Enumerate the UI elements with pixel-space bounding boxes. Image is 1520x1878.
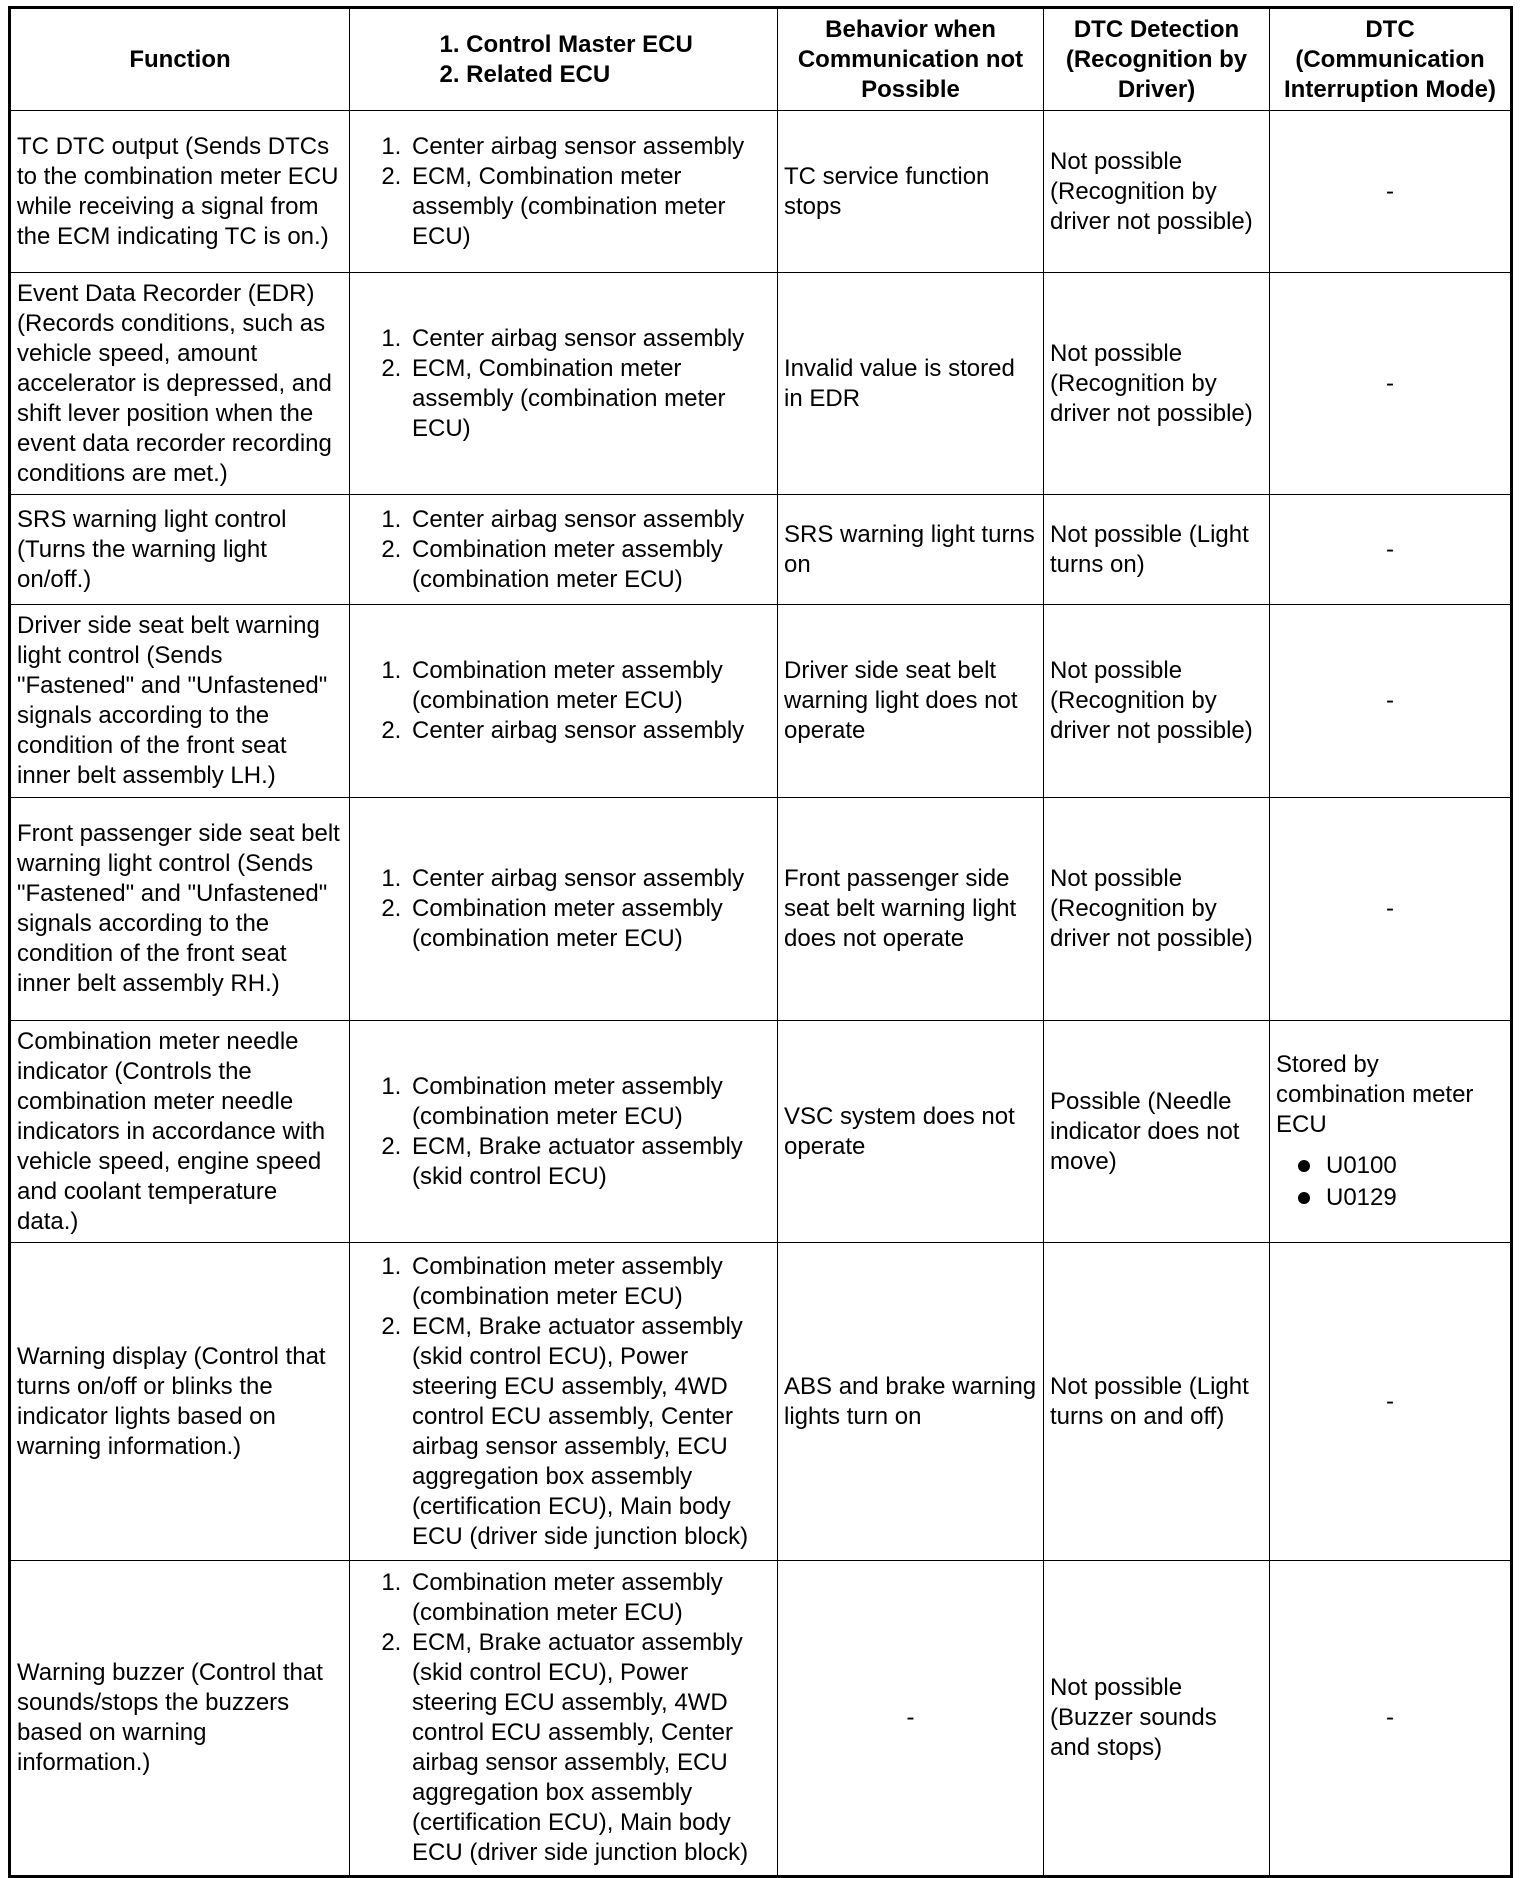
header-ecu-list	[434, 30, 693, 90]
table-row	[10, 605, 1512, 798]
detection-cell: Not possible (Recognition by driver not possible)	[1044, 605, 1270, 798]
ecu-cell	[350, 798, 778, 1021]
related-ecu: 2. ECM, Brake actuator assembly (skid control ECU), Power steering ECU assembly, 4WD control ECU assembly, Center airbag sensor assembly, ECU aggregation box assembly (certification ECU), Main body ECU (driver side junction block)	[408, 1312, 771, 1552]
ecu-list	[356, 656, 771, 746]
behavior-cell: -	[778, 1561, 1044, 1877]
control-master-ecu: 1. Combination meter assembly (combination meter ECU)	[408, 656, 771, 716]
related-ecu: 2. Combination meter assembly (combination meter ECU)	[408, 535, 771, 595]
dtc-cell: -	[1270, 798, 1512, 1021]
dtc-cell: -	[1270, 273, 1512, 495]
detection-cell: Possible (Needle indicator does not move)	[1044, 1021, 1270, 1243]
control-master-ecu: 1. Center airbag sensor assembly	[408, 864, 771, 894]
table-row	[10, 798, 1512, 1021]
table-row	[10, 1561, 1512, 1877]
bullet-icon	[1298, 1192, 1310, 1204]
table-row	[10, 111, 1512, 273]
ecu-list	[356, 505, 771, 595]
table-row	[10, 273, 1512, 495]
function-cell: SRS warning light control (Turns the warning light on/off.)	[10, 495, 350, 605]
dtc-cell: -	[1270, 495, 1512, 605]
control-master-ecu: 1. Combination meter assembly (combination meter ECU)	[408, 1568, 771, 1628]
detection-cell: Not possible (Recognition by driver not possible)	[1044, 798, 1270, 1021]
function-cell: Front passenger side seat belt warning light control (Sends "Fastened" and "Unfastened" signals according to the condition of the front seat inner belt assembly RH.)	[10, 798, 350, 1021]
table-row	[10, 1021, 1512, 1243]
detection-cell: Not possible (Buzzer sounds and stops)	[1044, 1561, 1270, 1877]
behavior-cell: SRS warning light turns on	[778, 495, 1044, 605]
ecu-cell	[350, 495, 778, 605]
detection-cell: Not possible (Recognition by driver not possible)	[1044, 111, 1270, 273]
detection-cell: Not possible (Recognition by driver not possible)	[1044, 273, 1270, 495]
ecu-list	[356, 864, 771, 954]
header-row	[10, 8, 1512, 111]
ecu-cell	[350, 1021, 778, 1243]
ecu-list	[356, 1252, 771, 1552]
function-cell: Warning display (Control that turns on/off or blinks the indicator lights based on warning information.)	[10, 1243, 350, 1561]
behavior-cell: Front passenger side seat belt warning light does not operate	[778, 798, 1044, 1021]
control-master-ecu: 1. Center airbag sensor assembly	[408, 324, 771, 354]
control-master-ecu: 1. Combination meter assembly (combination meter ECU)	[408, 1252, 771, 1312]
function-cell: Event Data Recorder (EDR) (Records conditions, such as vehicle speed, amount accelerator is depressed, and shift lever position when the event data recorder recording conditions are met.)	[10, 273, 350, 495]
dtc-code: U0129	[1326, 1183, 1397, 1211]
ecu-cell	[350, 273, 778, 495]
ecu-cell	[350, 605, 778, 798]
related-ecu: 2. ECM, Brake actuator assembly (skid control ECU), Power steering ECU assembly, 4WD control ECU assembly, Center airbag sensor assembly, ECU aggregation box assembly (certification ECU), Main body ECU (driver side junction block)	[408, 1628, 771, 1868]
related-ecu: 2. ECM, Combination meter assembly (combination meter ECU)	[408, 354, 771, 444]
ecu-list	[356, 1072, 771, 1192]
function-cell: TC DTC output (Sends DTCs to the combination meter ECU while receiving a signal from the ECM indicating TC is on.)	[10, 111, 350, 273]
header-ecu	[350, 8, 778, 111]
header-detection: DTC Detection (Recognition by Driver)	[1044, 8, 1270, 111]
ecu-list	[356, 324, 771, 444]
related-ecu: 2. Center airbag sensor assembly	[408, 716, 771, 746]
dtc-communication-table	[8, 6, 1513, 1878]
detection-cell: Not possible (Light turns on)	[1044, 495, 1270, 605]
function-cell: Driver side seat belt warning light control (Sends "Fastened" and "Unfastened" signals according to the condition of the front seat inner belt assembly LH.)	[10, 605, 350, 798]
behavior-cell: VSC system does not operate	[778, 1021, 1044, 1243]
ecu-cell	[350, 1561, 778, 1877]
behavior-cell: Driver side seat belt warning light does not operate	[778, 605, 1044, 798]
dtc-code-list	[1276, 1150, 1504, 1214]
dtc-cell: -	[1270, 605, 1512, 798]
control-master-ecu: 1. Center airbag sensor assembly	[408, 132, 771, 162]
dtc-cell: -	[1270, 1561, 1512, 1877]
header-function: Function	[10, 8, 350, 111]
detection-cell: Not possible (Light turns on and off)	[1044, 1243, 1270, 1561]
behavior-cell: Invalid value is stored in EDR	[778, 273, 1044, 495]
dtc-cell: -	[1270, 111, 1512, 273]
ecu-cell	[350, 111, 778, 273]
related-ecu: 2. ECM, Combination meter assembly (combination meter ECU)	[408, 162, 771, 252]
ecu-list	[356, 132, 771, 252]
header-behavior: Behavior when Communication not Possible	[778, 8, 1044, 111]
header-dtc: DTC (Communication Interruption Mode)	[1270, 8, 1512, 111]
dtc-cell	[1270, 1021, 1512, 1243]
related-ecu: 2. Combination meter assembly (combination meter ECU)	[408, 894, 771, 954]
ecu-cell	[350, 1243, 778, 1561]
function-cell: Warning buzzer (Control that sounds/stops the buzzers based on warning information.)	[10, 1561, 350, 1877]
table-row	[10, 495, 1512, 605]
dtc-stored-note: Stored by combination meter ECU	[1276, 1050, 1474, 1138]
header-ecu-1: 1. Control Master ECU	[466, 30, 693, 60]
related-ecu: 2. ECM, Brake actuator assembly (skid control ECU)	[408, 1132, 771, 1192]
bullet-icon	[1298, 1160, 1310, 1172]
dtc-code-item	[1298, 1150, 1504, 1182]
control-master-ecu: 1. Center airbag sensor assembly	[408, 505, 771, 535]
dtc-code: U0100	[1326, 1151, 1397, 1179]
function-cell: Combination meter needle indicator (Controls the combination meter needle indicators in accordance with vehicle speed, engine speed and coolant temperature data.)	[10, 1021, 350, 1243]
dtc-cell: -	[1270, 1243, 1512, 1561]
table-row	[10, 1243, 1512, 1561]
ecu-list	[356, 1568, 771, 1868]
behavior-cell: TC service function stops	[778, 111, 1044, 273]
behavior-cell: ABS and brake warning lights turn on	[778, 1243, 1044, 1561]
dtc-code-item	[1298, 1182, 1504, 1214]
header-ecu-2: 2. Related ECU	[466, 60, 693, 90]
control-master-ecu: 1. Combination meter assembly (combination meter ECU)	[408, 1072, 771, 1132]
